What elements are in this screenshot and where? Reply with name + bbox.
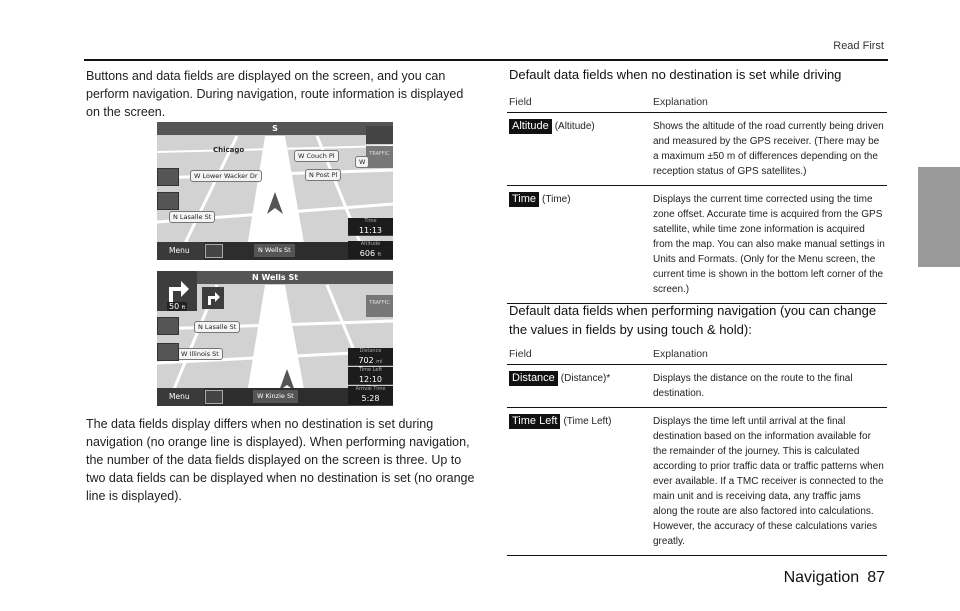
zoom-in-button[interactable] [157, 168, 179, 186]
street-label: W Illinois St [177, 348, 223, 360]
map-roads [157, 122, 393, 260]
field-tag: Distance [509, 371, 558, 386]
field-explanation: Displays the time left until arrival at the final destination based on the information available for the remainder of the journey. This is calculated according to prior traffic data or traffic patterns when ever available. If a TMC receiver is connected to the main unit and is receiving data, any traffic jams along the route are also factored into calculations. However, the accuracy of these calculations varies greatly. [649, 408, 887, 556]
street-label: W [355, 156, 369, 168]
table-row [507, 365, 887, 408]
nav-screenshot-no-destination [157, 122, 393, 260]
street-label: W Lower Wacker Dr [190, 170, 262, 182]
field-label: Time Left [358, 367, 383, 373]
column-header-explanation: Explanation [649, 93, 887, 113]
view-toggle-button[interactable] [205, 244, 223, 258]
data-fields-table-navigation [507, 345, 887, 556]
table2-heading: Default data fields when performing navigation (you can change the values in fields by using touch & hold): [509, 303, 877, 337]
current-street: N Wells St [254, 244, 295, 257]
zoom-out-button[interactable] [157, 343, 179, 361]
section-thumb-tab [918, 167, 960, 267]
field-label: Altitude [360, 241, 381, 247]
distance-unit: ft [181, 305, 186, 311]
view-toggle-button[interactable] [205, 390, 223, 404]
data-fields-paragraph: The data fields display differs when no destination is set during navigation (no orange line is displayed). When performing navigation, the number of the data fields displayed on the screen is three. Up to two data fields can be displayed when no destination is set (no orange line is displayed). [86, 417, 475, 503]
intro-paragraph: Buttons and data fields are displayed on the screen, and you can perform navigation. During navigation, route information is displayed on the screen. [86, 69, 464, 119]
distance-to-turn [167, 302, 187, 311]
field-value: 606 [359, 249, 376, 258]
field-tag: Time Left [509, 414, 560, 429]
field-label: Arrival Time [355, 386, 386, 392]
zoom-out-button[interactable] [157, 192, 179, 210]
header-rule [84, 59, 888, 61]
city-label: Chicago [213, 146, 245, 154]
data-field-altitude[interactable] [348, 241, 393, 260]
data-fields-table-no-destination [507, 93, 887, 304]
traffic-button[interactable] [366, 146, 393, 168]
field-value: 12:10 [358, 375, 383, 384]
field-label: Distance [359, 348, 382, 354]
field-name: (Time) [542, 194, 571, 205]
table-row [507, 408, 887, 556]
field-explanation: Shows the altitude of the road currently being driven and measured by the GPS receiver. (There may be a maximum ±50 m of differences depending on the reception status of GPS satellites.) [649, 113, 887, 186]
field-tag: Time [509, 192, 539, 207]
data-field-distance[interactable] [348, 348, 393, 366]
field-name: (Altitude) [554, 121, 595, 132]
column-header-field: Field [507, 93, 649, 113]
street-label: N Post Pl [305, 169, 341, 181]
field-tag: Altitude [509, 119, 552, 134]
table1-heading: Default data fields when no destination is set while driving [509, 67, 842, 82]
column-header-explanation: Explanation [649, 345, 887, 365]
menu-button[interactable]: Menu [157, 388, 204, 406]
menu-button[interactable]: Menu [157, 242, 204, 260]
traffic-label: TRAFFIC [369, 300, 390, 306]
street-label: N Lasalle St [169, 211, 215, 223]
data-field-arrival-time[interactable] [348, 386, 393, 406]
table-row [507, 113, 887, 186]
page-footer [784, 569, 885, 587]
footer-section: Navigation [783, 569, 860, 586]
traffic-label: TRAFFIC [369, 151, 390, 157]
data-field-time-left[interactable] [348, 367, 393, 385]
field-label: Time [364, 218, 377, 224]
next-street-bar: N Wells St [157, 271, 393, 284]
field-value: 11:13 [358, 226, 383, 235]
grid-menu-button[interactable] [366, 126, 393, 144]
traffic-button[interactable] [366, 295, 393, 317]
field-explanation: Displays the distance on the route to the final destination. [649, 365, 887, 408]
distance-value: 50 [169, 302, 180, 311]
street-label: N Lasalle St [194, 321, 240, 333]
current-street: W Kinzie St [253, 390, 298, 403]
running-header: Read First [833, 40, 884, 52]
field-name: (Time Left) [563, 416, 612, 427]
field-value: 702 [358, 356, 374, 365]
field-name: (Distance)* [560, 373, 611, 384]
field-unit: ft [377, 252, 382, 258]
field-value: 5:28 [361, 394, 380, 403]
nav-screenshot-navigating [157, 271, 393, 406]
heading-indicator: S [157, 122, 393, 135]
field-explanation: Displays the current time corrected using the time zone offset. Accurate time is acquired from the GPS satellite, while time zone information is acquired from the map. You can also make manual settings in Units and Formats. (Only for the Menu screen, the current time is shown in the bottom left corner of the screen.) [649, 186, 887, 304]
column-header-field: Field [507, 345, 649, 365]
field-unit: mi [376, 359, 383, 365]
page-number: 87 [867, 569, 885, 586]
zoom-in-button[interactable] [157, 317, 179, 335]
data-field-time[interactable] [348, 218, 393, 236]
table-row [507, 186, 887, 304]
next-turn-arrow-icon [202, 287, 224, 309]
street-label: W Couch Pl [294, 150, 339, 162]
